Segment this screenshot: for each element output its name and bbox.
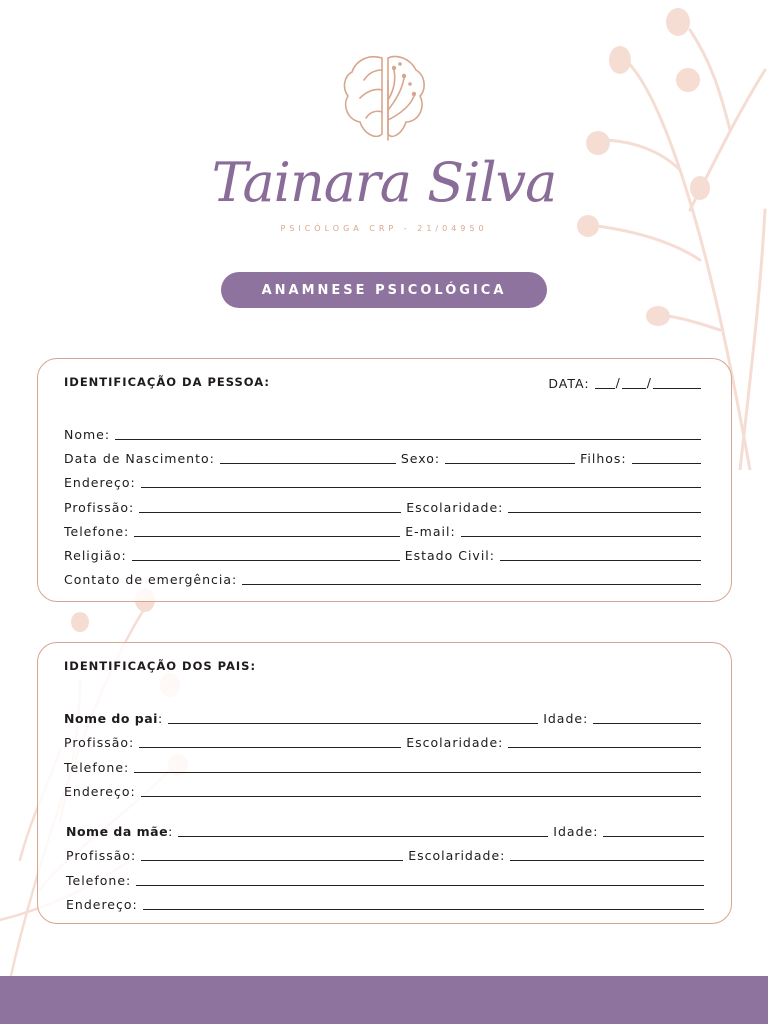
mother-name-age-row[interactable] xyxy=(66,823,704,839)
brain-plant-logo-icon xyxy=(334,50,434,150)
mother-phone-field[interactable] xyxy=(66,872,704,888)
form-title: ANAMNESE PSICOLÓGICA xyxy=(221,272,547,308)
mother-profession-education-row[interactable] xyxy=(66,847,704,863)
email-label: E-mail: xyxy=(405,524,456,539)
person-identification-card xyxy=(37,358,732,602)
section-title-parents: IDENTIFICAÇÃO DOS PAIS: xyxy=(64,659,257,673)
phone-email-row[interactable] xyxy=(64,523,701,539)
name-label: Nome: xyxy=(64,427,111,442)
date-separator: / xyxy=(615,375,621,390)
mother-name-label: Nome da mãe xyxy=(66,824,169,839)
mother-age-label: Idade: xyxy=(553,824,599,839)
mother-education-label: Escolaridade: xyxy=(408,848,506,863)
father-address-field[interactable] xyxy=(64,783,701,799)
religion-label: Religião: xyxy=(64,548,127,563)
father-name-age-row[interactable] xyxy=(64,710,701,726)
phone-label: Telefone: xyxy=(64,524,130,539)
brand-name: Tainara Silva xyxy=(211,151,557,214)
religion-civil-row[interactable] xyxy=(64,547,701,563)
father-name-colon: : xyxy=(157,711,164,726)
education-label: Escolaridade: xyxy=(406,500,504,515)
brand-subtitle: PSICÓLOGA CRP - 21/04950 xyxy=(280,224,488,233)
profession-label: Profissão: xyxy=(64,500,135,515)
father-education-label: Escolaridade: xyxy=(406,735,504,750)
footer-bar xyxy=(0,976,768,1024)
section-title-person: IDENTIFICAÇÃO DA PESSOA: xyxy=(64,375,270,389)
mother-phone-label: Telefone: xyxy=(66,873,132,888)
father-address-label: Endereço: xyxy=(64,784,136,799)
profession-education-row[interactable] xyxy=(64,499,701,515)
emergency-label: Contato de emergência: xyxy=(64,572,238,587)
date-separator: / xyxy=(646,375,652,390)
parents-identification-card xyxy=(37,642,732,924)
mother-address-label: Endereço: xyxy=(66,897,138,912)
mother-address-field[interactable] xyxy=(66,896,704,912)
mother-name-colon: : xyxy=(168,824,174,839)
address-label: Endereço: xyxy=(64,475,136,490)
father-age-label: Idade: xyxy=(543,711,589,726)
mother-profession-label: Profissão: xyxy=(66,848,137,863)
sex-label: Sexo: xyxy=(400,451,441,466)
civil-status-label: Estado Civil: xyxy=(404,548,495,563)
date-field[interactable] xyxy=(548,375,701,391)
name-field[interactable] xyxy=(64,426,701,442)
birth-sex-children-row[interactable] xyxy=(64,450,701,466)
address-field[interactable] xyxy=(64,474,701,490)
father-name-label: Nome do pai xyxy=(64,711,158,726)
children-label: Filhos: xyxy=(580,451,627,466)
father-phone-label: Telefone: xyxy=(64,760,130,775)
father-phone-field[interactable] xyxy=(64,759,701,775)
date-label: DATA: xyxy=(548,376,590,391)
father-profession-education-row[interactable] xyxy=(64,734,701,750)
father-profession-label: Profissão: xyxy=(64,735,135,750)
birth-label: Data de Nascimento: xyxy=(64,451,215,466)
emergency-contact-field[interactable] xyxy=(64,571,701,587)
